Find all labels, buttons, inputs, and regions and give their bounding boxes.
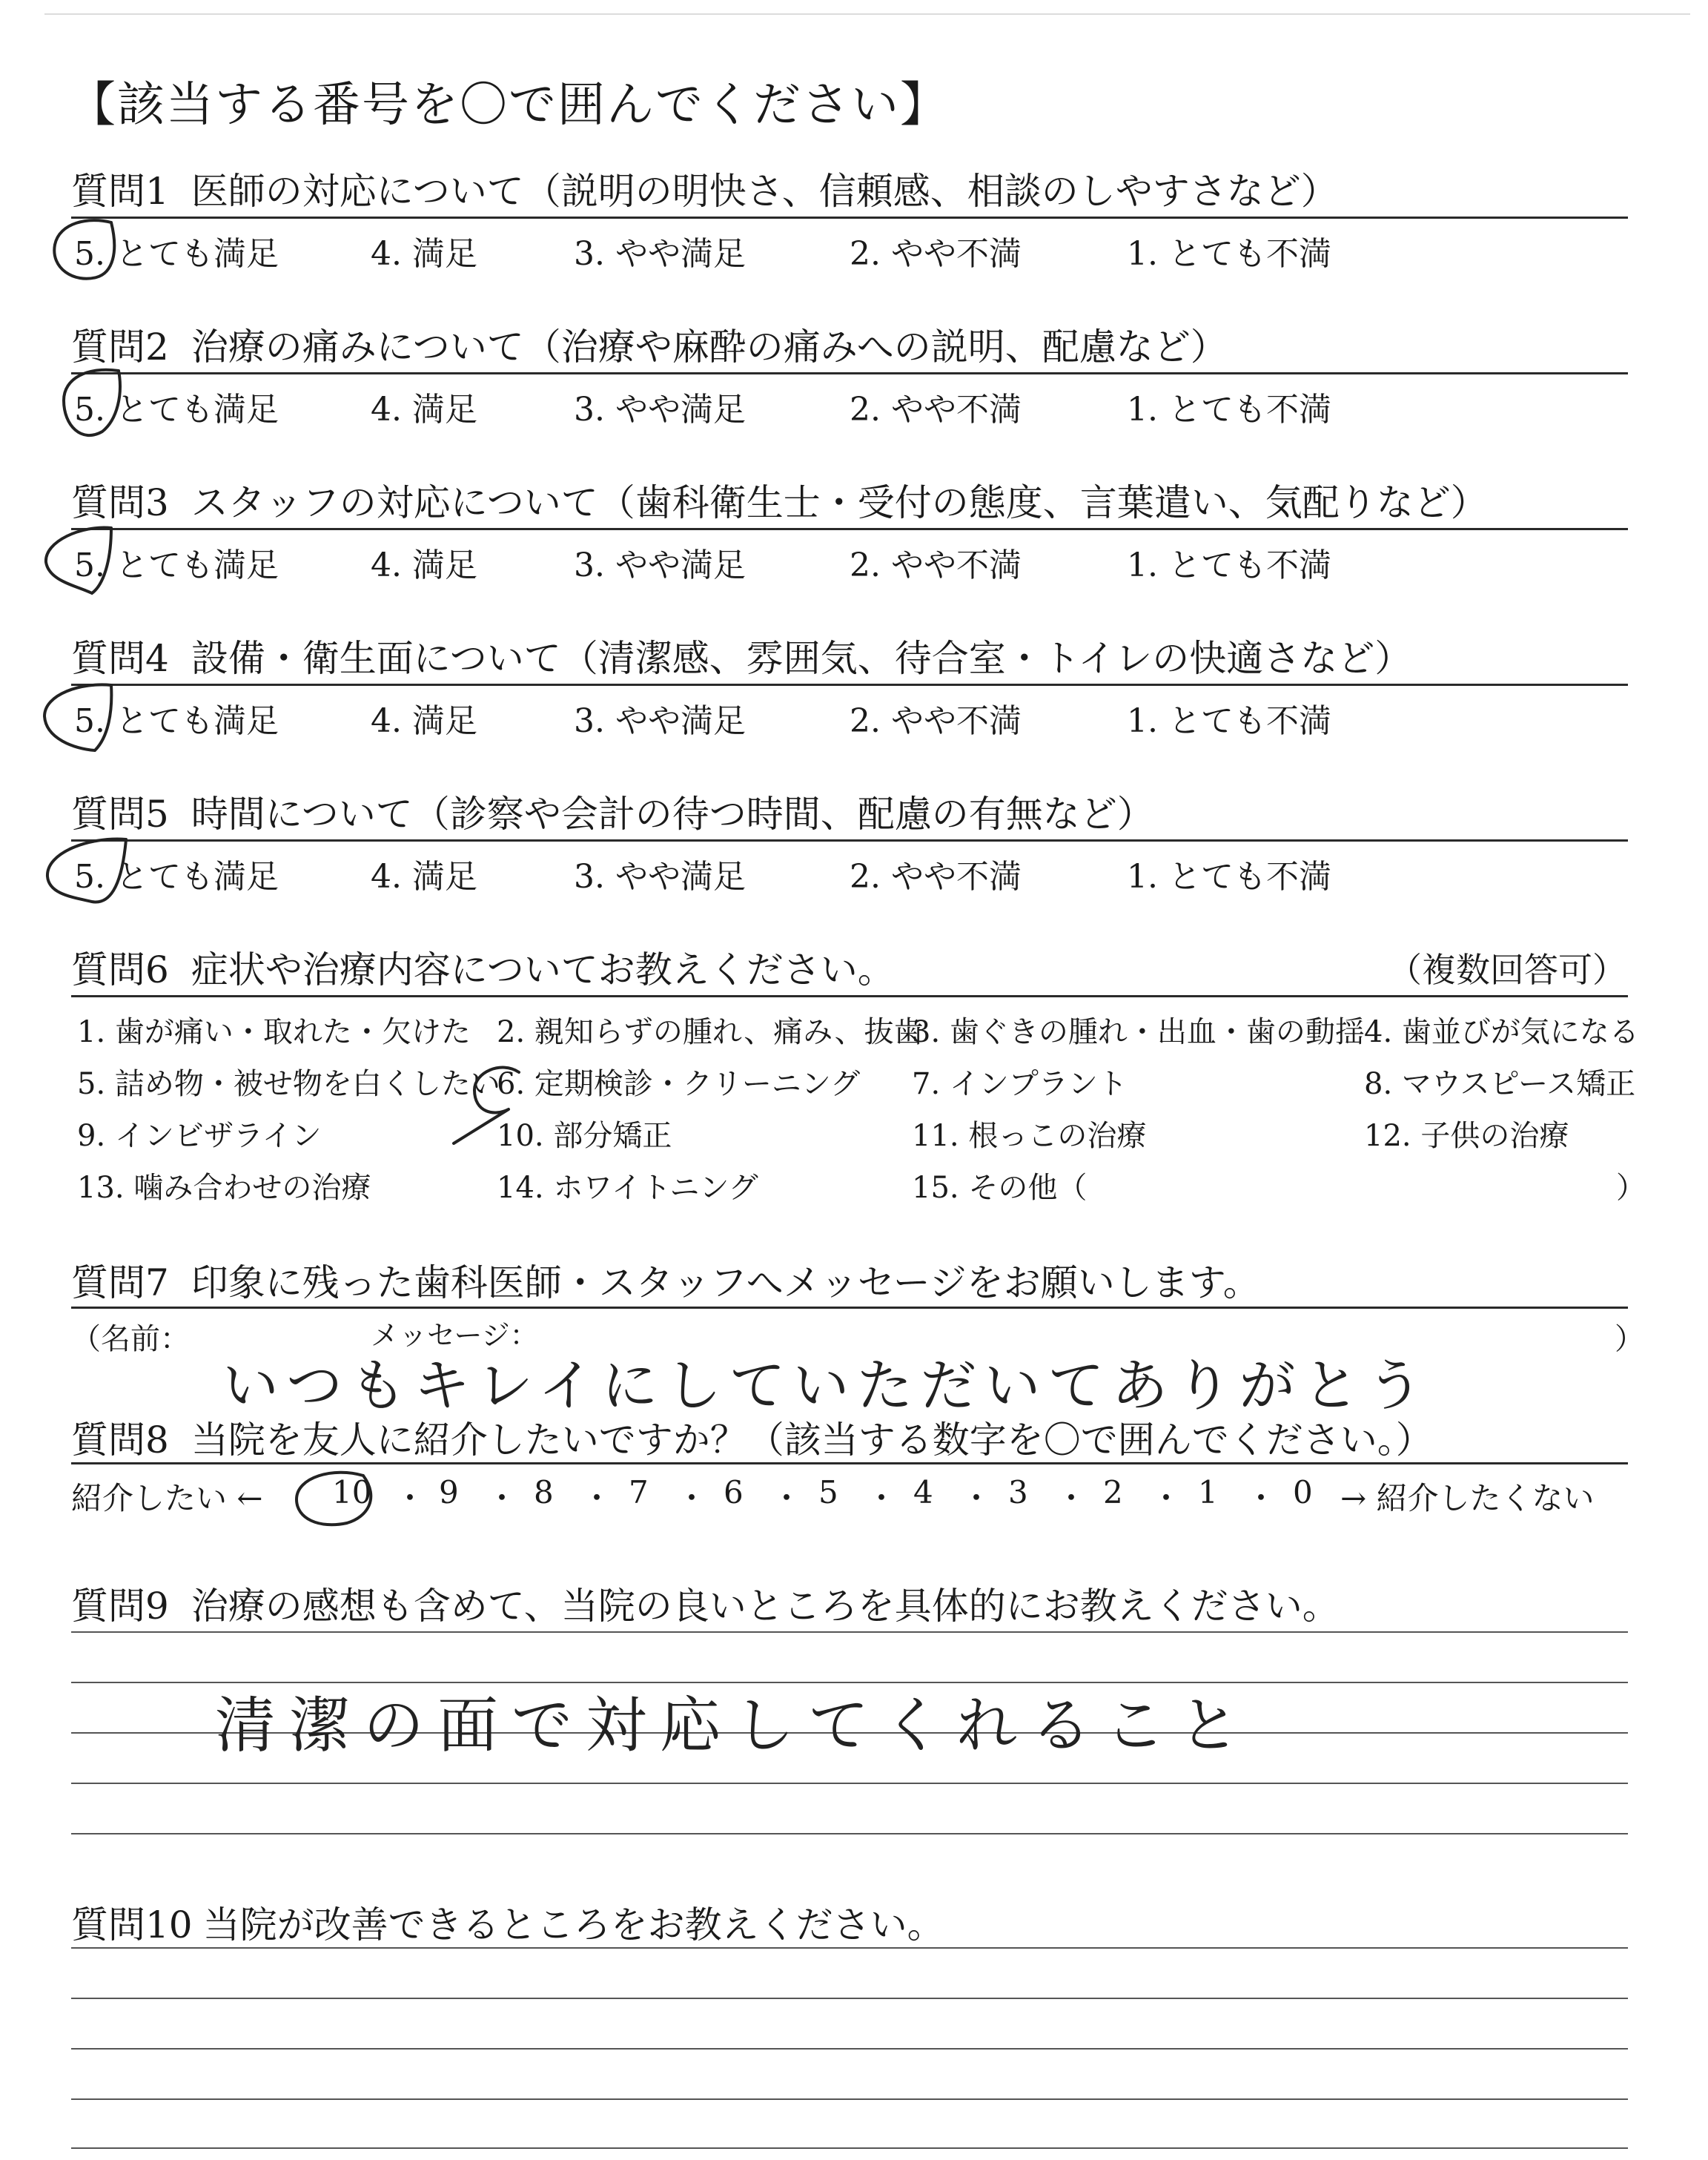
- scale-3[interactable]: 3: [1008, 1474, 1028, 1510]
- option-2[interactable]: 2. やや不満: [850, 235, 1022, 273]
- question-4: [71, 629, 1411, 682]
- divider: [71, 839, 1628, 842]
- answer-line: [71, 1947, 1628, 1949]
- symptom-item[interactable]: 1. 歯が痛い・取れた・欠けた: [77, 1015, 471, 1049]
- question-text: スタッフの対応について（歯科衛生士・受付の態度、言葉遣い、気配りなど）: [191, 481, 1488, 524]
- answer-line: [71, 1631, 1628, 1633]
- question-1: [71, 162, 1338, 215]
- scale-2[interactable]: 2: [1103, 1474, 1123, 1510]
- option-1[interactable]: 1. とても不満: [1127, 546, 1331, 584]
- answer-line: [71, 1998, 1628, 1999]
- symptom-item[interactable]: 12. 子供の治療: [1364, 1119, 1569, 1153]
- option-3[interactable]: 3. やや満足: [574, 391, 746, 429]
- symptom-item[interactable]: 9. インビザライン: [77, 1119, 322, 1153]
- scale-separator: ・: [771, 1480, 803, 1516]
- question-text: 症状や治療内容についてお教えください。: [191, 948, 895, 991]
- question-9: [71, 1576, 1340, 1630]
- question-text: 時間について（診察や会計の待つ時間、配慮の有無など）: [191, 793, 1154, 836]
- scale-separator: ・: [581, 1480, 613, 1516]
- scale-10[interactable]: 10: [332, 1474, 372, 1510]
- scale-separator: ・: [1151, 1480, 1182, 1516]
- option-1[interactable]: 1. とても不満: [1127, 235, 1331, 273]
- question-5: [71, 785, 1154, 838]
- answer-line: [71, 2147, 1628, 2149]
- option-4[interactable]: 4. 満足: [371, 235, 477, 273]
- option-4[interactable]: 4. 満足: [371, 546, 477, 584]
- symptom-item[interactable]: 14. ホワイトニング: [497, 1171, 758, 1205]
- scale-6[interactable]: 6: [724, 1474, 744, 1510]
- option-3[interactable]: 3. やや満足: [574, 858, 746, 896]
- option-3[interactable]: 3. やや満足: [574, 702, 746, 740]
- question-text: 治療の痛みについて（治療や麻酔の痛みへの説明、配慮など）: [191, 326, 1228, 369]
- scale-5[interactable]: 5: [818, 1474, 838, 1510]
- q5-options: [74, 850, 1557, 894]
- question-7: [71, 1253, 1260, 1307]
- symptom-item[interactable]: 8. マウスピース矯正: [1364, 1067, 1636, 1101]
- question-6: [71, 940, 895, 994]
- question-number: 質問8: [71, 1418, 169, 1462]
- question-number: 質問1: [71, 170, 169, 213]
- top-divider: [44, 13, 1690, 15]
- divider: [71, 217, 1628, 219]
- other-close-paren: ）: [1616, 1171, 1646, 1205]
- divider: [71, 995, 1628, 997]
- scale-9[interactable]: 9: [439, 1474, 459, 1510]
- scale-4[interactable]: 4: [913, 1474, 933, 1510]
- symptom-item[interactable]: 10. 部分矯正: [497, 1119, 672, 1153]
- option-5[interactable]: 5. とても満足: [74, 702, 279, 740]
- question-3: [71, 473, 1488, 526]
- option-5[interactable]: 5. とても満足: [74, 235, 279, 273]
- handwritten-message: いつもキレイにしていただいてありがとう: [222, 1353, 1431, 1418]
- symptom-item[interactable]: 11. 根っこの治療: [912, 1119, 1147, 1153]
- question-2: [71, 317, 1228, 371]
- symptom-item[interactable]: 4. 歯並びが気になる: [1364, 1015, 1639, 1049]
- option-2[interactable]: 2. やや不満: [850, 858, 1022, 896]
- scale-1[interactable]: 1: [1198, 1474, 1218, 1510]
- scale-separator: ・: [676, 1480, 708, 1516]
- question-number: 質問5: [71, 793, 169, 836]
- question-text: 印象に残った歯科医師・スタッフへメッセージをお願いします。: [191, 1261, 1260, 1304]
- handwritten-answer: 清潔の面で対応してくれること: [215, 1691, 1254, 1761]
- multiple-answers-note: （複数回答可）: [1388, 950, 1626, 990]
- question-text: 当院が改善できるところをお教えください。: [202, 1903, 944, 1946]
- scale-8[interactable]: 8: [534, 1474, 554, 1510]
- q4-options: [74, 694, 1557, 739]
- option-3[interactable]: 3. やや満足: [574, 235, 746, 273]
- option-4[interactable]: 4. 満足: [371, 858, 477, 896]
- divider: [71, 372, 1628, 374]
- question-number: 質問9: [71, 1585, 169, 1628]
- divider: [71, 528, 1628, 530]
- divider: [71, 1307, 1628, 1309]
- question-text: 当院を友人に紹介したいですか？（該当する数字を〇で囲んでください。）: [191, 1418, 1433, 1462]
- scale-separator: ・: [394, 1480, 426, 1516]
- answer-line: [71, 2098, 1628, 2100]
- option-5[interactable]: 5. とても満足: [74, 858, 279, 896]
- name-label: （名前：: [71, 1322, 190, 1356]
- scale-separator: ・: [1245, 1480, 1277, 1516]
- option-4[interactable]: 4. 満足: [371, 702, 477, 740]
- question-number: 質問10: [71, 1903, 193, 1946]
- divider: [71, 684, 1628, 686]
- symptom-item[interactable]: 3. 歯ぐきの腫れ・出血・歯の動揺: [912, 1015, 1365, 1049]
- scale-0[interactable]: 0: [1293, 1474, 1313, 1510]
- option-1[interactable]: 1. とても不満: [1127, 391, 1331, 429]
- option-2[interactable]: 2. やや不満: [850, 546, 1022, 584]
- divider: [71, 1462, 1628, 1464]
- symptom-item[interactable]: 7. インプラント: [912, 1067, 1128, 1101]
- scale-separator: ・: [866, 1480, 898, 1516]
- option-1[interactable]: 1. とても不満: [1127, 858, 1331, 896]
- symptom-item[interactable]: 13. 噛み合わせの治療: [77, 1171, 371, 1205]
- q2-options: [74, 383, 1557, 427]
- symptom-item[interactable]: 2. 親知らずの腫れ、痛み、抜歯: [497, 1015, 924, 1049]
- question-number: 質問3: [71, 481, 169, 524]
- answer-line: [71, 1783, 1628, 1784]
- name-close-paren: ）: [1615, 1322, 1644, 1356]
- question-text: 設備・衛生面について（清潔感、雰囲気、待合室・トイレの快適さなど）: [191, 637, 1412, 680]
- option-2[interactable]: 2. やや不満: [850, 391, 1022, 429]
- question-number: 質問4: [71, 637, 169, 680]
- scale-separator: ・: [1056, 1480, 1088, 1516]
- q3-options: [74, 538, 1557, 583]
- question-8: [71, 1410, 1433, 1464]
- question-number: 質問6: [71, 948, 169, 991]
- option-5[interactable]: 5. とても満足: [74, 546, 279, 584]
- symptom-item-selected[interactable]: 6. 定期検診・クリーニング: [497, 1067, 861, 1101]
- question-number: 質問7: [71, 1261, 169, 1304]
- answer-line: [71, 2048, 1628, 2050]
- question-number: 質問2: [71, 326, 169, 369]
- scale-7[interactable]: 7: [629, 1474, 649, 1510]
- question-text: 治療の感想も含めて、当院の良いところを具体的にお教えください。: [191, 1585, 1340, 1628]
- answer-line: [71, 1833, 1628, 1834]
- page-heading: 【該当する番号を〇で囲んでください】: [68, 78, 949, 133]
- question-10: [71, 1895, 944, 1949]
- recommend-right-label: → 紹介したくない: [1340, 1480, 1595, 1516]
- scale-separator: ・: [961, 1480, 993, 1516]
- scale-separator: ・: [486, 1480, 518, 1516]
- question-text: 医師の対応について（説明の明快さ、信頼感、相談のしやすさなど）: [191, 170, 1338, 213]
- option-1[interactable]: 1. とても不満: [1127, 702, 1331, 740]
- option-2[interactable]: 2. やや不満: [850, 702, 1022, 740]
- message-label: メッセージ：: [371, 1319, 538, 1352]
- option-4[interactable]: 4. 満足: [371, 391, 477, 429]
- option-3[interactable]: 3. やや満足: [574, 546, 746, 584]
- symptom-item[interactable]: 5. 詰め物・被せ物を白くしたい: [77, 1067, 500, 1101]
- option-5[interactable]: 5. とても満足: [74, 391, 279, 429]
- recommend-left-label: 紹介したい ←: [71, 1480, 263, 1516]
- symptom-item-other[interactable]: 15. その他（: [912, 1171, 1088, 1205]
- q1-options: [74, 227, 1557, 271]
